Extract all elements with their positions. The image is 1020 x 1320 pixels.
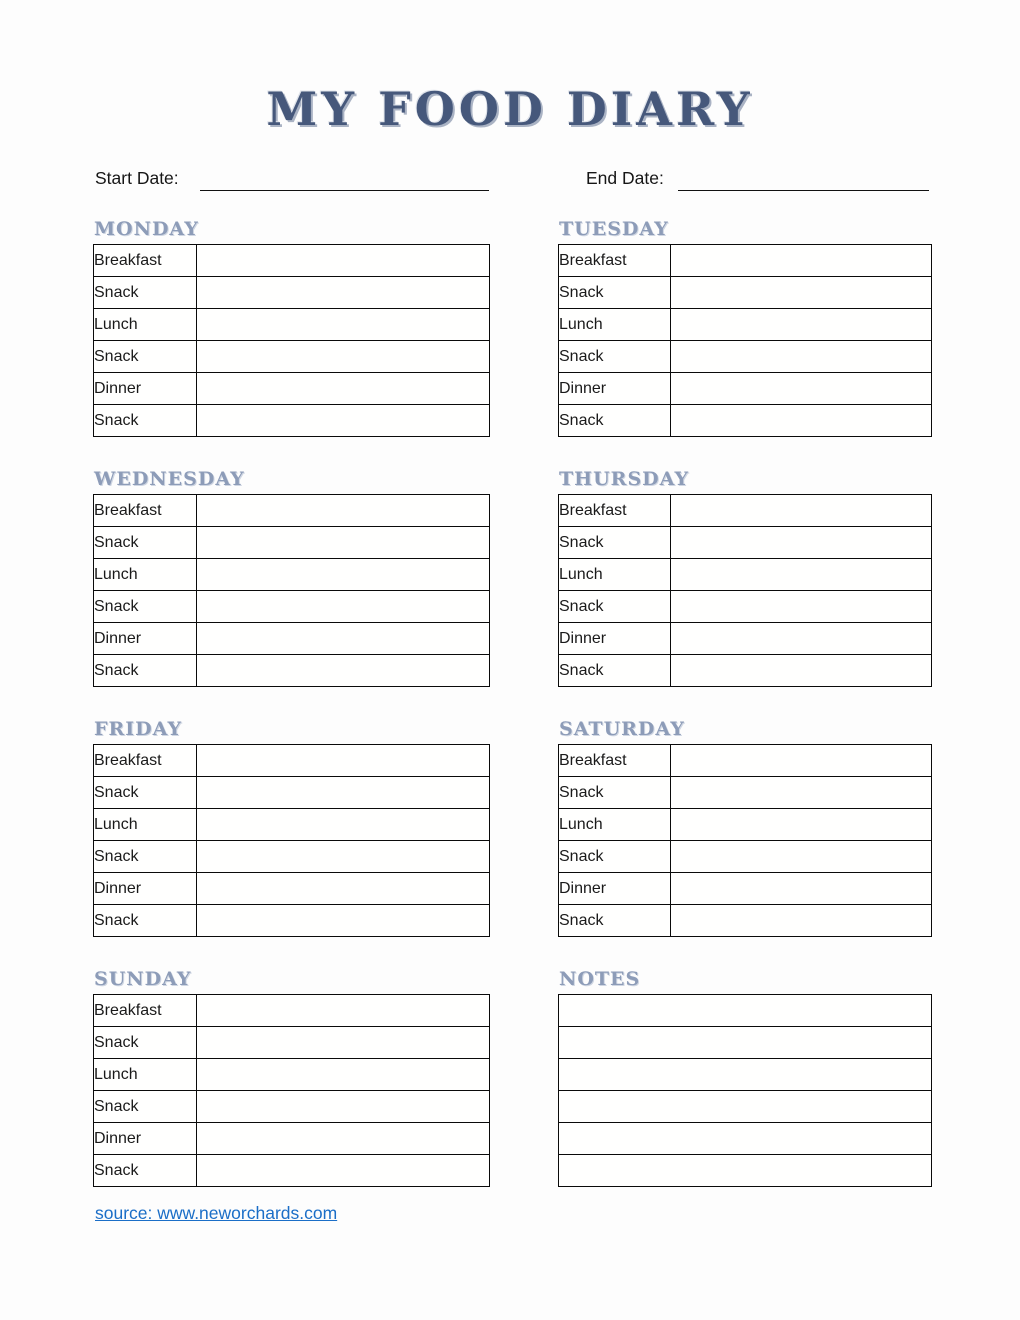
meal-entry-cell[interactable] bbox=[197, 405, 490, 437]
meal-entry-cell[interactable] bbox=[197, 309, 490, 341]
table-row bbox=[94, 277, 490, 309]
table-row bbox=[559, 905, 932, 937]
section-sunday bbox=[93, 968, 490, 1187]
table-row bbox=[559, 623, 932, 655]
table-row bbox=[559, 777, 932, 809]
notes-entry-cell[interactable] bbox=[559, 1027, 932, 1059]
table-row bbox=[559, 1091, 932, 1123]
meal-entry-cell[interactable] bbox=[671, 405, 932, 437]
meal-label: Dinner bbox=[94, 373, 197, 405]
meal-label: Breakfast bbox=[559, 495, 671, 527]
day-heading-wednesday: WEDNESDAY bbox=[94, 468, 245, 490]
meal-entry-cell[interactable] bbox=[197, 809, 490, 841]
meal-label: Snack bbox=[559, 905, 671, 937]
table-row bbox=[559, 373, 932, 405]
meal-entry-cell[interactable] bbox=[197, 559, 490, 591]
meal-entry-cell[interactable] bbox=[197, 1155, 490, 1187]
section-thursday bbox=[558, 468, 932, 687]
meal-table-tuesday bbox=[558, 244, 932, 437]
meal-entry-cell[interactable] bbox=[671, 777, 932, 809]
meal-label: Snack bbox=[94, 341, 197, 373]
table-row bbox=[94, 495, 490, 527]
table-row bbox=[94, 341, 490, 373]
meal-entry-cell[interactable] bbox=[671, 841, 932, 873]
table-row bbox=[94, 873, 490, 905]
meal-entry-cell[interactable] bbox=[671, 309, 932, 341]
meal-label: Snack bbox=[94, 405, 197, 437]
meal-label: Breakfast bbox=[94, 495, 197, 527]
section-saturday bbox=[558, 718, 932, 937]
table-row bbox=[94, 655, 490, 687]
start-date-input-line[interactable] bbox=[200, 168, 489, 191]
meal-label: Snack bbox=[94, 1027, 197, 1059]
table-row bbox=[94, 559, 490, 591]
meal-label: Lunch bbox=[94, 1059, 197, 1091]
section-monday bbox=[93, 218, 490, 437]
meal-entry-cell[interactable] bbox=[197, 1027, 490, 1059]
meal-label: Snack bbox=[559, 655, 671, 687]
table-row bbox=[559, 309, 932, 341]
table-row bbox=[94, 405, 490, 437]
table-row bbox=[559, 1059, 932, 1091]
meal-label: Breakfast bbox=[559, 745, 671, 777]
meal-label: Dinner bbox=[559, 623, 671, 655]
table-row bbox=[559, 745, 932, 777]
meal-table-monday bbox=[93, 244, 490, 437]
meal-label: Snack bbox=[559, 527, 671, 559]
meal-label: Dinner bbox=[94, 623, 197, 655]
meal-table-sunday bbox=[93, 994, 490, 1187]
table-row bbox=[94, 309, 490, 341]
meal-entry-cell[interactable] bbox=[197, 873, 490, 905]
meal-label: Snack bbox=[94, 841, 197, 873]
meal-label: Breakfast bbox=[94, 995, 197, 1027]
meal-label: Snack bbox=[559, 841, 671, 873]
table-row bbox=[94, 245, 490, 277]
day-heading-thursday: THURSDAY bbox=[559, 468, 690, 490]
table-row bbox=[94, 995, 490, 1027]
meal-entry-cell[interactable] bbox=[671, 655, 932, 687]
table-row bbox=[559, 655, 932, 687]
meal-entry-cell[interactable] bbox=[197, 745, 490, 777]
meal-label: Lunch bbox=[559, 809, 671, 841]
day-heading-monday: MONDAY bbox=[94, 218, 199, 240]
meal-label: Lunch bbox=[94, 309, 197, 341]
table-row bbox=[94, 1155, 490, 1187]
meal-label: Snack bbox=[559, 591, 671, 623]
day-heading-friday: FRIDAY bbox=[94, 718, 183, 740]
meal-label: Snack bbox=[94, 527, 197, 559]
meal-entry-cell[interactable] bbox=[671, 559, 932, 591]
table-row bbox=[559, 277, 932, 309]
meal-entry-cell[interactable] bbox=[197, 841, 490, 873]
meal-entry-cell[interactable] bbox=[197, 245, 490, 277]
meal-label: Dinner bbox=[94, 873, 197, 905]
meal-label: Snack bbox=[559, 405, 671, 437]
meal-entry-cell[interactable] bbox=[671, 905, 932, 937]
source-link[interactable]: source: www.neworchards.com bbox=[95, 1203, 338, 1223]
section-notes bbox=[558, 968, 932, 1187]
table-row bbox=[559, 405, 932, 437]
table-row bbox=[94, 841, 490, 873]
section-wednesday bbox=[93, 468, 490, 687]
meal-entry-cell[interactable] bbox=[671, 527, 932, 559]
meal-entry-cell[interactable] bbox=[197, 655, 490, 687]
meal-label: Lunch bbox=[559, 309, 671, 341]
meal-label: Snack bbox=[94, 1155, 197, 1187]
meal-entry-cell[interactable] bbox=[197, 1091, 490, 1123]
notes-entry-cell[interactable] bbox=[559, 995, 932, 1027]
meal-label: Snack bbox=[559, 341, 671, 373]
meal-label: Dinner bbox=[94, 1123, 197, 1155]
meal-table-wednesday bbox=[93, 494, 490, 687]
meal-entry-cell[interactable] bbox=[671, 373, 932, 405]
end-date-label: End Date: bbox=[586, 168, 664, 188]
meal-entry-cell[interactable] bbox=[197, 1123, 490, 1155]
table-row bbox=[559, 995, 932, 1027]
meal-table-saturday bbox=[558, 744, 932, 937]
notes-entry-cell[interactable] bbox=[559, 1091, 932, 1123]
meal-entry-cell[interactable] bbox=[671, 623, 932, 655]
meal-label: Lunch bbox=[94, 559, 197, 591]
meal-entry-cell[interactable] bbox=[671, 245, 932, 277]
table-row bbox=[94, 905, 490, 937]
end-date-input-line[interactable] bbox=[678, 168, 929, 191]
table-row bbox=[559, 809, 932, 841]
meal-entry-cell[interactable] bbox=[671, 745, 932, 777]
meal-label: Breakfast bbox=[94, 245, 197, 277]
meal-entry-cell[interactable] bbox=[671, 495, 932, 527]
notes-heading: NOTES bbox=[559, 968, 641, 990]
meal-entry-cell[interactable] bbox=[671, 873, 932, 905]
meal-label: Snack bbox=[94, 591, 197, 623]
notes-table bbox=[558, 994, 932, 1187]
day-heading-tuesday: TUESDAY bbox=[559, 218, 669, 240]
meal-label: Dinner bbox=[559, 873, 671, 905]
notes-entry-cell[interactable] bbox=[559, 1155, 932, 1187]
table-row bbox=[559, 841, 932, 873]
table-row bbox=[559, 873, 932, 905]
notes-entry-cell[interactable] bbox=[559, 1059, 932, 1091]
meal-entry-cell[interactable] bbox=[197, 373, 490, 405]
section-tuesday bbox=[558, 218, 932, 437]
meal-entry-cell[interactable] bbox=[197, 905, 490, 937]
meal-entry-cell[interactable] bbox=[197, 341, 490, 373]
meal-label: Snack bbox=[94, 905, 197, 937]
meal-label: Snack bbox=[559, 277, 671, 309]
table-row bbox=[94, 1027, 490, 1059]
start-date-label: Start Date: bbox=[95, 168, 179, 188]
meal-label: Dinner bbox=[559, 373, 671, 405]
meal-label: Breakfast bbox=[94, 745, 197, 777]
meal-label: Lunch bbox=[94, 809, 197, 841]
table-row bbox=[559, 559, 932, 591]
table-row bbox=[94, 1123, 490, 1155]
meal-entry-cell[interactable] bbox=[197, 777, 490, 809]
meal-entry-cell[interactable] bbox=[197, 623, 490, 655]
table-row bbox=[559, 1123, 932, 1155]
table-row bbox=[94, 809, 490, 841]
table-row bbox=[94, 1091, 490, 1123]
meal-label: Snack bbox=[94, 277, 197, 309]
meal-entry-cell[interactable] bbox=[197, 591, 490, 623]
table-row bbox=[94, 591, 490, 623]
table-row bbox=[94, 745, 490, 777]
meal-entry-cell[interactable] bbox=[671, 341, 932, 373]
meal-entry-cell[interactable] bbox=[197, 277, 490, 309]
meal-label: Lunch bbox=[559, 559, 671, 591]
meal-table-friday bbox=[93, 744, 490, 937]
table-row bbox=[94, 1059, 490, 1091]
section-friday bbox=[93, 718, 490, 937]
table-row bbox=[559, 591, 932, 623]
meal-entry-cell[interactable] bbox=[671, 591, 932, 623]
meal-entry-cell[interactable] bbox=[197, 995, 490, 1027]
day-heading-sunday: SUNDAY bbox=[94, 968, 192, 990]
meal-label: Snack bbox=[94, 655, 197, 687]
meal-label: Snack bbox=[94, 1091, 197, 1123]
notes-entry-cell[interactable] bbox=[559, 1123, 932, 1155]
meal-table-thursday bbox=[558, 494, 932, 687]
table-row bbox=[559, 495, 932, 527]
meal-entry-cell[interactable] bbox=[671, 277, 932, 309]
meal-label: Snack bbox=[559, 777, 671, 809]
day-heading-saturday: SATURDAY bbox=[559, 718, 685, 740]
table-row bbox=[559, 527, 932, 559]
table-row bbox=[94, 623, 490, 655]
meal-label: Snack bbox=[94, 777, 197, 809]
page-title: MY FOOD DIARY bbox=[266, 82, 754, 136]
table-row bbox=[559, 341, 932, 373]
meal-entry-cell[interactable] bbox=[671, 809, 932, 841]
table-row bbox=[559, 1155, 932, 1187]
table-row bbox=[94, 373, 490, 405]
meal-entry-cell[interactable] bbox=[197, 1059, 490, 1091]
table-row bbox=[94, 777, 490, 809]
table-row bbox=[559, 1027, 932, 1059]
meal-entry-cell[interactable] bbox=[197, 495, 490, 527]
meal-entry-cell[interactable] bbox=[197, 527, 490, 559]
meal-label: Breakfast bbox=[559, 245, 671, 277]
table-row bbox=[559, 245, 932, 277]
table-row bbox=[94, 527, 490, 559]
